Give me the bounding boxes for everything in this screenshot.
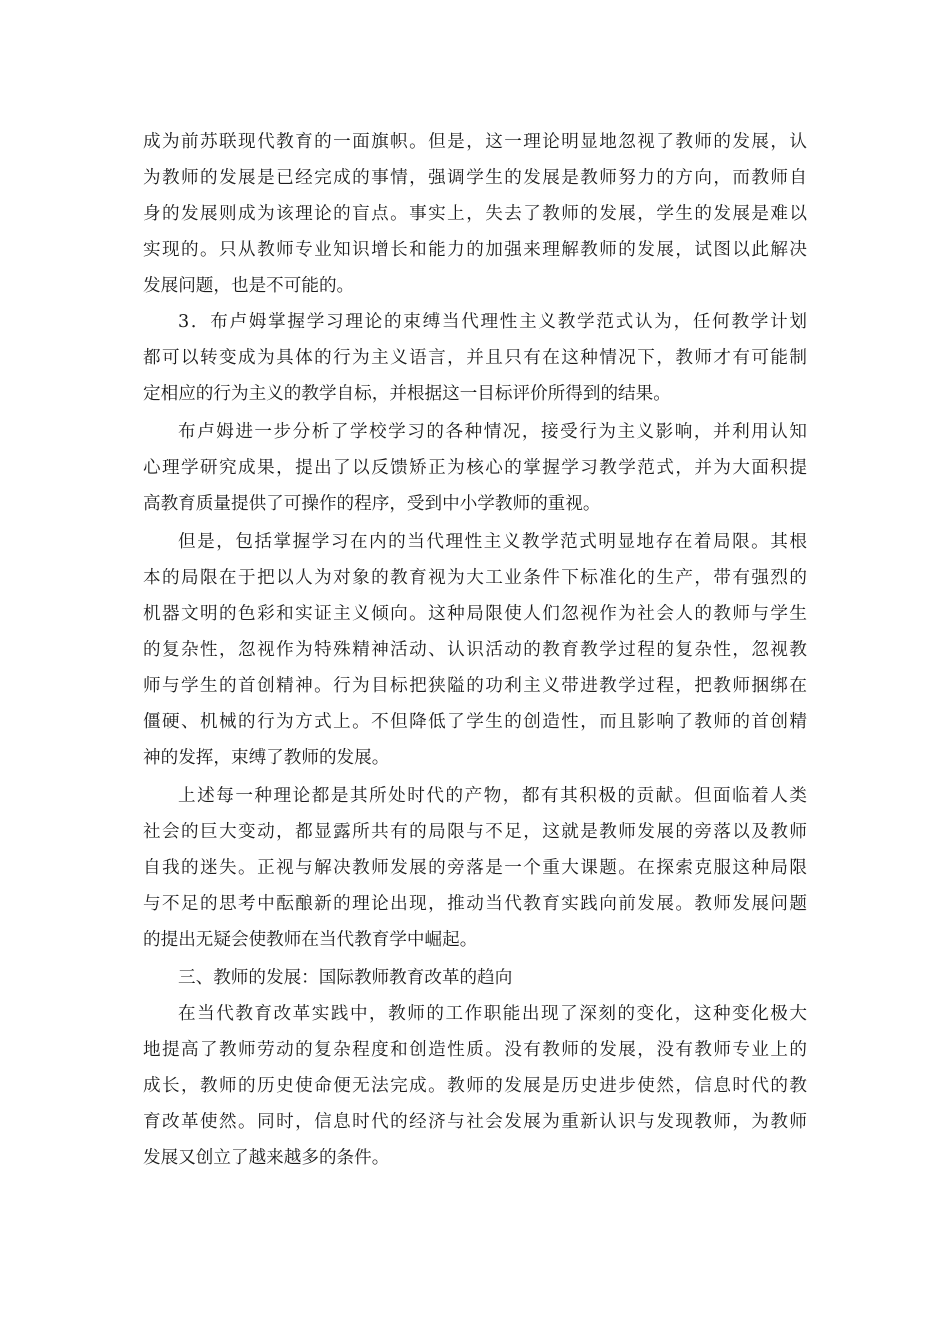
text-line: 本的局限在于把以人为对象的教育视为大工业条件下标准化的生产，带有强烈的 xyxy=(143,568,807,588)
text-line: 都可以转变成为具体的行为主义语言，并且只有在这种情况下，教师才有可能制 xyxy=(143,348,807,368)
text-line: 机器文明的色彩和实证主义倾向。这种局限使人们忽视作为社会人的教师与学生 xyxy=(143,604,807,624)
text-line: 自我的迷失。正视与解决教师发展的旁落是一个重大课题。在探索克服这种局限 xyxy=(143,858,807,878)
text-line: 为教师的发展是已经完成的事情，强调学生的发展是教师努力的方向，而教师自 xyxy=(143,168,807,188)
text-line: 上述每一种理论都是其所处时代的产物，都有其积极的贡献。但面临着人类 xyxy=(178,786,807,806)
text-line: 的复杂性，忽视作为特殊精神活动、认识活动的教育教学过程的复杂性，忽视教 xyxy=(143,640,807,660)
text-line: 地提高了教师劳动的复杂程度和创造性质。没有教师的发展，没有教师专业上的 xyxy=(143,1040,807,1060)
text-line: 僵硬、机械的行为方式上。不但降低了学生的创造性，而且影响了教师的首创精 xyxy=(143,712,807,732)
text-line: 成为前苏联现代教育的一面旗帜。但是，这一理论明显地忽视了教师的发展，认 xyxy=(143,132,807,152)
text-line: 神的发挥，束缚了教师的发展。 xyxy=(143,748,390,768)
text-line: 社会的巨大变动，都显露所共有的局限与不足，这就是教师发展的旁落以及教师 xyxy=(143,822,807,842)
text-line: 与不足的思考中酝酿新的理论出现，推动当代教育实践向前发展。教师发展问题 xyxy=(143,894,807,914)
text-line: 发展又创立了越来越多的条件。 xyxy=(143,1148,390,1168)
text-line: 布卢姆进一步分析了学校学习的各种情况，接受行为主义影响，并利用认知 xyxy=(178,422,807,442)
text-line: 成长，教师的历史使命便无法完成。教师的发展是历史进步使然，信息时代的教 xyxy=(143,1076,807,1096)
text-line: 在当代教育改革实践中，教师的工作职能出现了深刻的变化，这种变化极大 xyxy=(178,1004,807,1024)
text-line: 定相应的行为主义的教学自标，并根据这一目标评价所得到的结果。 xyxy=(143,384,671,404)
text-line: 身的发展则成为该理论的盲点。事实上，失去了教师的发展，学生的发展是难以 xyxy=(143,204,807,224)
text-line: 发展问题，也是不可能的。 xyxy=(143,276,355,296)
text-line: 但是，包括掌握学习在内的当代理性主义教学范式明显地存在着局限。其根 xyxy=(178,532,807,552)
text-line: 心理学研究成果，提出了以反馈矫正为核心的掌握学习教学范式，并为大面积提 xyxy=(143,458,807,478)
section-heading: 三、教师的发展：国际教师教育改革的趋向 xyxy=(178,968,513,988)
text-line: 3．布卢姆掌握学习理论的束缚当代理性主义教学范式认为，任何教学计划 xyxy=(178,312,807,332)
text-line: 高教育质量提供了可操作的程序，受到中小学教师的重视。 xyxy=(143,494,601,514)
text-line: 实现的。只从教师专业知识增长和能力的加强来理解教师的发展，试图以此解决 xyxy=(143,240,807,260)
text-line: 的提出无疑会使教师在当代教育学中崛起。 xyxy=(143,930,478,950)
text-line: 师与学生的首创精神。行为目标把狭隘的功利主义带进教学过程，把教师捆绑在 xyxy=(143,676,807,696)
text-line: 育改革使然。同时，信息时代的经济与社会发展为重新认识与发现教师，为教师 xyxy=(143,1112,807,1132)
